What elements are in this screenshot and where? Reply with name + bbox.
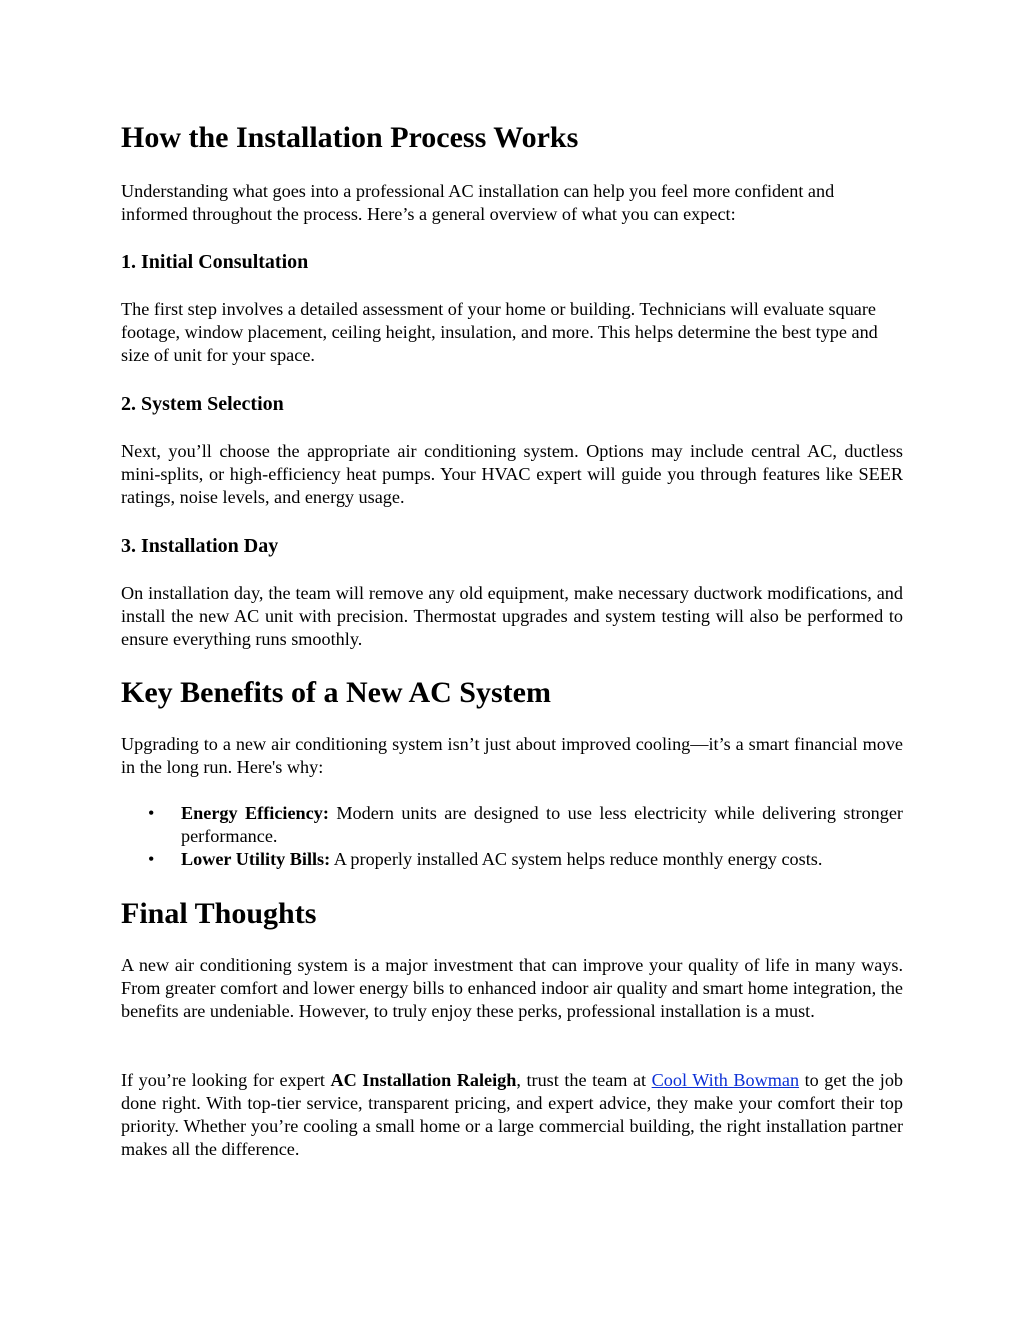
step-3-paragraph: On installation day, the team will remove any old equipment, make necessary ductwork modifications, and install the new AC unit with precision. Thermostat upgrades and system testing will also be performed to ensure everything runs smoothly. — [121, 583, 903, 649]
heading-key-benefits: Key Benefits of a New AC System — [121, 676, 551, 709]
cool-with-bowman-link[interactable]: Cool With Bowman — [651, 1070, 800, 1090]
benefit-text: A properly installed AC system helps reduce monthly energy costs. — [330, 849, 823, 869]
step-1-paragraph: The first step involves a detailed assessment of your home or building. Technicians will evaluate square footage, window placement, ceiling height, insulation, and more. This helps determine the best type and size of unit for your space. — [121, 299, 878, 365]
benefits-list — [121, 802, 903, 871]
benefit-label: Energy Efficiency: — [181, 803, 329, 823]
keyword-bold: AC Installation Raleigh — [330, 1070, 517, 1090]
step-2-paragraph: Next, you’ll choose the appropriate air conditioning system. Options may include central AC, ductless mini-splits, or high-efficiency heat pumps. Your HVAC expert will guide you through features like SEER ratings, noise levels, and energy usage. — [121, 441, 903, 507]
step-1-title: 1. Initial Consultation — [121, 251, 309, 273]
final-paragraph-2 — [121, 1069, 903, 1161]
final-paragraph-1: A new air conditioning system is a major investment that can improve your quality of life in many ways. From greater comfort and lower energy bills to enhanced indoor air quality and smart home integration, the benefits are undeniable. However, to truly enjoy these perks, professional installation is a must. — [121, 955, 903, 1021]
list-item — [121, 848, 903, 871]
step-2-title: 2. System Selection — [121, 393, 284, 415]
benefit-text: Modern units are designed to use less electricity while delivering stronger performance. — [181, 803, 903, 846]
list-item — [121, 802, 903, 848]
step-3-title: 3. Installation Day — [121, 535, 279, 557]
benefit-label: Lower Utility Bills: — [181, 849, 331, 869]
final-p2-text-after: to get the job done right. With top-tier service, transparent pricing, and expert advice, they make your comfort their top priority. Whether you’re cooling a small home or a large commercial building, the right installation partner makes all the difference. — [121, 1070, 904, 1159]
final-p2-text-before: If you’re looking for expert — [121, 1070, 331, 1090]
installation-intro-paragraph: Understanding what goes into a professional AC installation can help you feel more confident and informed throughout the process. Here’s a general overview of what you can expect: — [121, 181, 835, 224]
heading-installation-process: How the Installation Process Works — [121, 121, 579, 154]
bullet-icon: • — [148, 803, 155, 823]
benefits-intro-paragraph: Upgrading to a new air conditioning system isn’t just about improved cooling—it’s a smart financial move in the long run. Here's why: — [121, 734, 903, 777]
bullet-icon: • — [148, 849, 155, 869]
heading-final-thoughts: Final Thoughts — [121, 897, 317, 930]
final-p2-text-middle: , trust the team at — [516, 1070, 652, 1090]
